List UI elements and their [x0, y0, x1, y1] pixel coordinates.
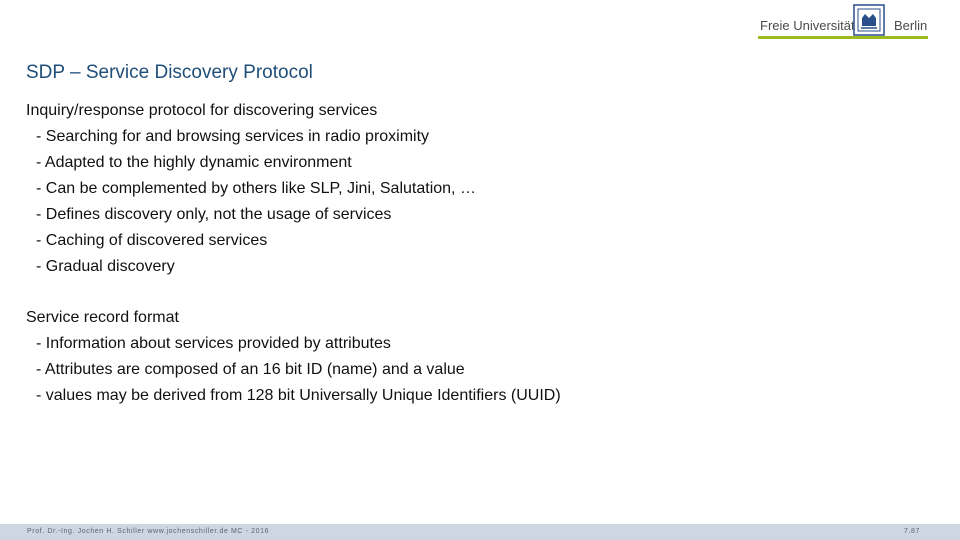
- list-item: - Can be complemented by others like SLP, Jini, Salutation, …: [36, 180, 476, 197]
- list-item: - Defines discovery only, not the usage of services: [36, 206, 392, 223]
- list-item: - Information about services provided by attributes: [36, 335, 391, 352]
- list-item: - Adapted to the highly dynamic environment: [36, 154, 352, 171]
- list-item: - Attributes are composed of an 16 bit ID (name) and a value: [36, 361, 465, 378]
- bullet-list: [26, 124, 476, 280]
- footer-credits: Prof. Dr.-Ing. Jochen H. Schiller www.jochenschiller.de MC - 2016: [27, 528, 270, 535]
- slide-footer: [0, 524, 960, 540]
- logo-accent-line: [758, 36, 928, 39]
- list-item: - values may be derived from 128 bit Universally Unique Identifiers (UUID): [36, 387, 561, 404]
- university-seal-icon: [848, 4, 890, 38]
- logo-name-left: Freie Universität: [760, 18, 855, 33]
- section-heading: Service record format: [26, 309, 179, 326]
- section-heading: Inquiry/response protocol for discovering services: [26, 102, 378, 119]
- university-logo: [758, 4, 928, 38]
- section-inquiry: [26, 98, 476, 280]
- list-item: - Searching for and browsing services in radio proximity: [36, 128, 430, 145]
- list-item: - Caching of discovered services: [36, 232, 268, 249]
- section-service-record: [26, 305, 561, 409]
- list-item: - Gradual discovery: [36, 258, 175, 275]
- bullet-list: [26, 331, 561, 409]
- page-number: 7.87: [903, 528, 920, 535]
- slide-title: SDP – Service Discovery Protocol: [26, 62, 313, 83]
- logo-name-right: Berlin: [894, 18, 928, 33]
